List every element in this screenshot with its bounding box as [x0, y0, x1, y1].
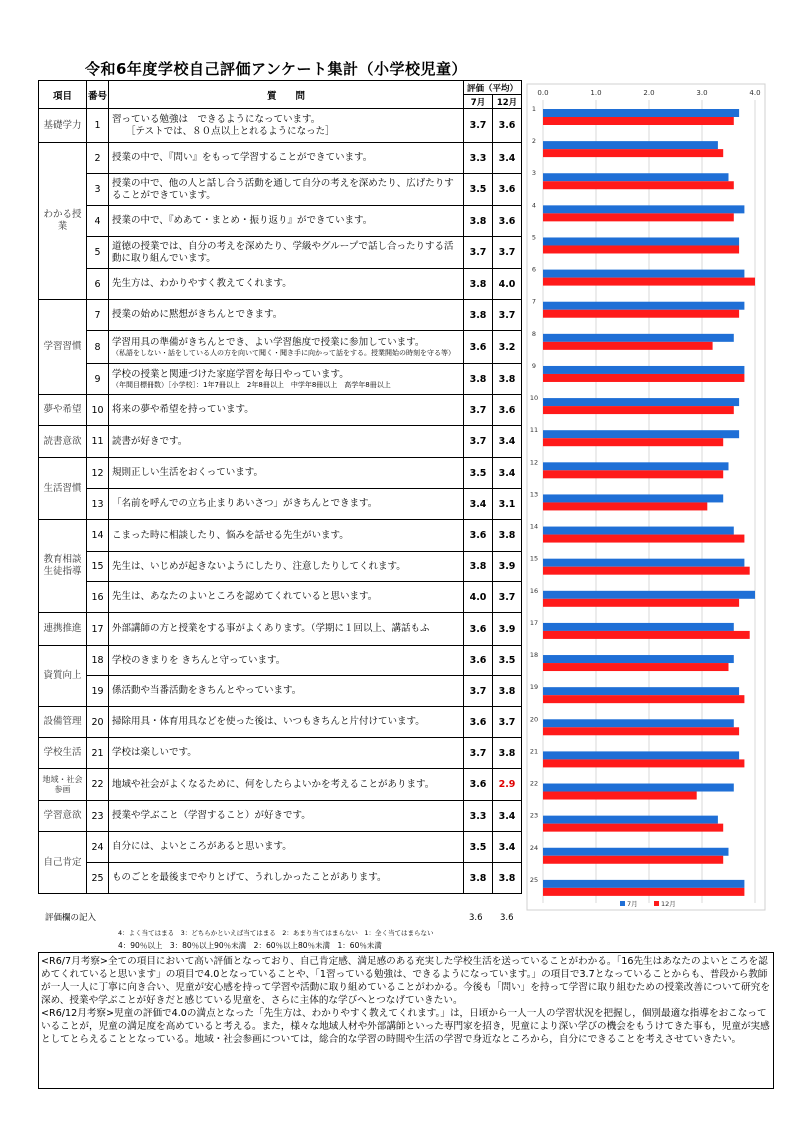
legend-notes-scale: 4：よく当てはまる 3：どちらかといえば当てはまる 2：あまり当てはまらない 1：全く当てはまらない [118, 929, 434, 937]
x-tick-label: 4.0 [749, 89, 761, 97]
x-tick-label: 1.0 [590, 89, 602, 97]
december-value: 3.6 [493, 206, 522, 237]
july-value: 3.7 [464, 237, 493, 269]
header-evaluation: 評価（平均） [464, 81, 522, 95]
y-tick-label: 18 [529, 651, 539, 660]
question-number: 14 [87, 520, 109, 552]
question-number: 24 [87, 832, 109, 863]
question-main-text: 自分には、よいところがあると思います。 [112, 841, 292, 853]
bar-december [543, 535, 744, 543]
bar-december [543, 310, 739, 318]
y-tick-label: 17 [529, 618, 539, 627]
comment-box [38, 952, 774, 1089]
july-value: 3.6 [464, 520, 493, 552]
question-number: 8 [87, 331, 109, 364]
legend-swatch [654, 901, 659, 906]
bar-july [543, 527, 734, 535]
question-number: 11 [87, 426, 109, 458]
legend-swatch [620, 901, 625, 906]
bar-july [543, 655, 734, 663]
y-tick-label: 12 [529, 458, 539, 467]
july-value: 3.4 [464, 489, 493, 520]
question-subnote: （私語をしない・話をしている人の方を向いて聞く・聞き手に向かって話をする。授業開始の時刻を守る等） [112, 348, 455, 357]
bar-july [543, 141, 718, 149]
bar-december [543, 663, 729, 671]
header-july: 7月 [464, 95, 493, 109]
bar-december [543, 470, 723, 478]
question-main-text: 外部講師の方と授業をする事がよくあります。（学期に１回以上、講話もふ [112, 623, 430, 635]
question-main-text: 習っている勉強は できるようになっています。 [112, 113, 321, 125]
question-main-text: 地域や社会がよくなるために、何をしたらよいかを考えることがあります。 [112, 778, 435, 790]
question-main-text: 学習用具の準備がきちんとでき、よい学習態度で授業に参加しています。 [112, 336, 425, 348]
x-tick-label: 3.0 [696, 89, 708, 97]
bar-december [543, 888, 744, 896]
bar-july [543, 173, 729, 181]
comment-july: <R6/7月考察>全ての項目において高い評価となっており、自己肯定感、満足感のある充実した学校生活を送っていることがわかる。「16先生はあなたのよいところを認めてくれていると思います」の項目で4.0となっていることや、「1習っている勉強は、できるようになっています。」の項目で3.7となっていることからも、普段から教師が一人一人に丁寧に向き合い、児童が安心感を持って学習や活動に取り組めていることがわかる。今後も「問い」を持って学習に取り組むための授業改善について研究を深め、授業や学ぶことが好きだと感じている児童を、さらに主体的な学びへとつなげていきたい。 [41, 956, 770, 1006]
question-number: 21 [87, 738, 109, 769]
bar-december [543, 278, 755, 286]
category-cell: 資質向上 [39, 646, 87, 707]
december-value: 3.6 [493, 109, 522, 143]
question-number: 15 [87, 552, 109, 582]
december-value: 3.9 [493, 552, 522, 582]
category-cell: 設備管理 [39, 707, 87, 738]
question-number: 12 [87, 458, 109, 489]
december-value: 3.6 [493, 174, 522, 206]
bar-december [543, 406, 734, 414]
december-value: 3.6 [493, 395, 522, 426]
question-number: 20 [87, 707, 109, 738]
december-value: 3.8 [493, 863, 522, 894]
december-value: 3.4 [493, 458, 522, 489]
header-december: 12月 [493, 95, 522, 109]
y-tick-label: 5 [531, 233, 537, 242]
bar-december [543, 342, 713, 350]
december-value: 3.4 [493, 801, 522, 832]
y-tick-label: 24 [529, 843, 539, 852]
header-category: 項目 [39, 81, 87, 109]
question-main-text: 授業の始めに黙想がきちんとできます。 [112, 309, 283, 321]
december-value: 3.1 [493, 489, 522, 520]
question-number: 10 [87, 395, 109, 426]
question-number: 9 [87, 364, 109, 395]
question-number: 22 [87, 769, 109, 801]
december-value: 3.8 [493, 676, 522, 707]
question-main-text: 授業の中で、『めあて・まとめ・振り返り』ができています。 [112, 215, 373, 227]
category-cell: 基礎学力 [39, 109, 87, 143]
question-main-text: 道徳の授業では、自分の考えを深めたり、学級やグループで話し合ったりする活動に取り組んでいます。 [112, 240, 454, 264]
july-value: 3.7 [464, 109, 493, 143]
y-tick-label: 23 [529, 811, 539, 820]
bar-july [543, 623, 734, 631]
bar-july [543, 302, 744, 310]
bar-december [543, 759, 744, 767]
bar-july [543, 366, 744, 374]
bar-july [543, 784, 734, 792]
july-value: 3.8 [464, 863, 493, 894]
december-value: 4.0 [493, 269, 522, 300]
december-value: 2.9 [493, 769, 522, 801]
july-value: 3.7 [464, 395, 493, 426]
july-value: 3.8 [464, 552, 493, 582]
july-value: 3.6 [464, 646, 493, 676]
category-cell: わかる授業 [39, 143, 87, 300]
july-value: 3.7 [464, 738, 493, 769]
bar-july [543, 270, 744, 278]
december-value: 3.7 [493, 237, 522, 269]
december-value: 3.4 [493, 426, 522, 458]
bar-december [543, 824, 723, 832]
question-number: 3 [87, 174, 109, 206]
y-tick-label: 8 [531, 329, 537, 338]
y-tick-label: 13 [529, 490, 539, 499]
y-tick-label: 14 [529, 522, 539, 531]
bar-july [543, 559, 744, 567]
december-value: 3.2 [493, 331, 522, 364]
december-value: 3.5 [493, 646, 522, 676]
july-value: 3.7 [464, 676, 493, 707]
question-main-text: こまった時に相談したり、悩みを話せる先生がいます。 [112, 529, 349, 541]
bar-december [543, 149, 723, 157]
legend-notes-title: 評価欄の記入 [45, 913, 97, 923]
question-number: 5 [87, 237, 109, 269]
bar-december [543, 792, 697, 800]
question-main-text: 先生方は、わかりやすく教えてくれます。 [112, 278, 292, 290]
question-main-text: 授業の中で、『問い』をもって学習することができています。 [112, 152, 373, 164]
x-tick-label: 0.0 [537, 89, 549, 97]
december-value: 3.9 [493, 613, 522, 646]
question-main-text: 学校は楽しいです。 [112, 747, 197, 759]
bar-december [543, 374, 744, 382]
category-cell: 地域・社会参画 [39, 769, 87, 801]
y-tick-label: 7 [531, 297, 537, 306]
y-tick-label: 3 [531, 169, 537, 178]
legend-notes-percent: 4：90％以上 3：80％以上90％未満 2：60％以上80％未満 1：60％未満 [118, 941, 382, 950]
question-number: 18 [87, 646, 109, 676]
category-cell: 自己肯定 [39, 832, 87, 894]
question-main-text: ものごとを最後までやりとげて、うれしかったことがあります。 [112, 872, 387, 884]
question-number: 6 [87, 269, 109, 300]
bar-december [543, 856, 723, 864]
bar-july [543, 205, 744, 213]
question-number: 19 [87, 676, 109, 707]
bar-july [543, 334, 734, 342]
y-tick-label: 20 [529, 715, 539, 724]
december-value: 3.7 [493, 582, 522, 613]
bar-december [543, 438, 723, 446]
question-main-text: 掃除用具・体育用具などを使った後は、いつもきちんと片付けています。 [112, 716, 425, 728]
average-july: 3.6 [469, 913, 483, 923]
december-value: 3.8 [493, 364, 522, 395]
july-value: 3.8 [464, 206, 493, 237]
july-value: 3.5 [464, 458, 493, 489]
question-number: 16 [87, 582, 109, 613]
bar-july [543, 751, 739, 759]
bar-july [543, 591, 755, 599]
july-value: 3.8 [464, 364, 493, 395]
header-number: 番号 [87, 81, 109, 109]
bar-december [543, 631, 750, 639]
bar-december [543, 567, 750, 575]
y-tick-label: 22 [529, 779, 539, 788]
y-tick-label: 1 [531, 105, 537, 113]
july-value: 3.3 [464, 801, 493, 832]
category-cell: 学習意欲 [39, 801, 87, 832]
y-tick-label: 10 [529, 394, 539, 403]
category-cell: 連携推進 [39, 613, 87, 646]
july-value: 3.7 [464, 426, 493, 458]
bar-july [543, 848, 729, 856]
question-main-text: 規則正しい生活をおくっています。 [112, 467, 264, 479]
y-tick-label: 25 [529, 875, 539, 884]
question-main-text: 先生は、あなたのよいところを認めてくれていると思います。 [112, 591, 378, 603]
question-main-text: 授業や学ぶこと（学習すること）が好きです。 [112, 810, 311, 822]
july-value: 3.6 [464, 707, 493, 738]
question-main-text: 「名前を呼んでの立ち止まりあいさつ」がきちんとできます。 [112, 498, 378, 510]
bar-july [543, 109, 739, 117]
bar-december [543, 213, 734, 221]
category-cell: 学校生活 [39, 738, 87, 769]
question-number: 2 [87, 143, 109, 174]
july-value: 3.6 [464, 331, 493, 364]
july-value: 3.6 [464, 613, 493, 646]
july-value: 3.8 [464, 269, 493, 300]
question-main-text: 先生は、いじめが起きないようにしたり、注意したりしてくれます。 [112, 560, 406, 572]
july-value: 3.6 [464, 769, 493, 801]
bar-december [543, 181, 734, 189]
july-value: 3.5 [464, 832, 493, 863]
bar-july [543, 430, 739, 438]
y-tick-label: 15 [529, 554, 539, 563]
y-tick-label: 21 [529, 747, 539, 756]
average-december: 3.6 [500, 913, 514, 923]
bar-december [543, 117, 734, 125]
question-main-text: 将来の夢や希望を持っています。 [112, 404, 254, 416]
december-value: 3.7 [493, 300, 522, 331]
question-main-text: 読書が好きです。 [112, 435, 188, 447]
question-number: 1 [87, 109, 109, 143]
question-number: 25 [87, 863, 109, 894]
question-number: 13 [87, 489, 109, 520]
legend-label: 7月 [627, 900, 638, 908]
y-tick-label: 19 [529, 683, 539, 692]
y-tick-label: 11 [529, 426, 539, 435]
december-value: 3.7 [493, 707, 522, 738]
july-value: 4.0 [464, 582, 493, 613]
question-subnote: （年間目標冊数）［小学校］：1年7冊以上 2年8冊以上 中学年8冊以上 高学年8冊以上 [112, 380, 391, 389]
y-tick-label: 4 [531, 201, 537, 210]
july-value: 3.5 [464, 174, 493, 206]
question-number: 7 [87, 300, 109, 331]
category-cell: 生活習慣 [39, 458, 87, 520]
bar-december [543, 727, 739, 735]
december-value: 3.4 [493, 832, 522, 863]
comment-december: <R6/12月考察>児童の評価で4.0の満点となった「先生方は、わかりやすく教えてくれます。」は，日頃から一人一人の学習状況を把握し，個別最適な指導をおこなっていることが，児童の満足度を高めていると考える。また，様々な地域人材や外部講師といった専門家を招き，児童により深い学びの機会をもうけてきた事も，児童が実感としてとらえることとなっている。地域・社会参画については，総合的な学習の時間や生活の学習で身近なところから，自分にできることを考えさせていきたい。 [41, 1008, 770, 1045]
bar-july [543, 462, 729, 470]
question-number: 23 [87, 801, 109, 832]
question-main-text: 学校のきまりを きちんと守っています。 [112, 654, 286, 666]
y-tick-label: 6 [531, 265, 537, 274]
y-tick-label: 2 [531, 137, 537, 146]
question-main-text: 授業の中で、他の人と話し合う活動を通して自分の考えを深めたり、広げたりすることができています。 [112, 177, 454, 201]
bar-july [543, 237, 739, 245]
header-question: 質 問 [109, 81, 464, 109]
bar-july [543, 816, 718, 824]
question-main-text: 係活動や当番活動をきちんとやっています。 [112, 685, 302, 697]
category-cell: 学習習慣 [39, 300, 87, 395]
december-value: 3.8 [493, 738, 522, 769]
legend-label: 12月 [661, 900, 676, 908]
bar-july [543, 494, 723, 502]
bar-december [543, 502, 707, 510]
december-value: 3.4 [493, 143, 522, 174]
bar-july [543, 687, 739, 695]
category-cell: 教育相談 生徒指導 [39, 520, 87, 613]
bar-december [543, 245, 739, 253]
july-value: 3.8 [464, 300, 493, 331]
question-note: ［テストでは、８０点以上とれるようになった］ [126, 125, 335, 137]
bar-july [543, 719, 734, 727]
bar-july [543, 880, 744, 888]
question-number: 4 [87, 206, 109, 237]
y-tick-label: 9 [531, 361, 537, 370]
y-tick-label: 16 [529, 586, 539, 595]
question-main-text: 学校の授業と関連づけた家庭学習を毎日やっています。 [112, 368, 349, 380]
december-value: 3.8 [493, 520, 522, 552]
x-tick-label: 2.0 [643, 89, 655, 97]
question-number: 17 [87, 613, 109, 646]
bar-december [543, 695, 744, 703]
july-value: 3.3 [464, 143, 493, 174]
category-cell: 夢や希望 [39, 395, 87, 426]
page-title: 令和6年度学校自己評価アンケート集計（小学校児童） [85, 60, 468, 78]
category-cell: 読書意欲 [39, 426, 87, 458]
bar-july [543, 398, 739, 406]
bar-december [543, 599, 739, 607]
